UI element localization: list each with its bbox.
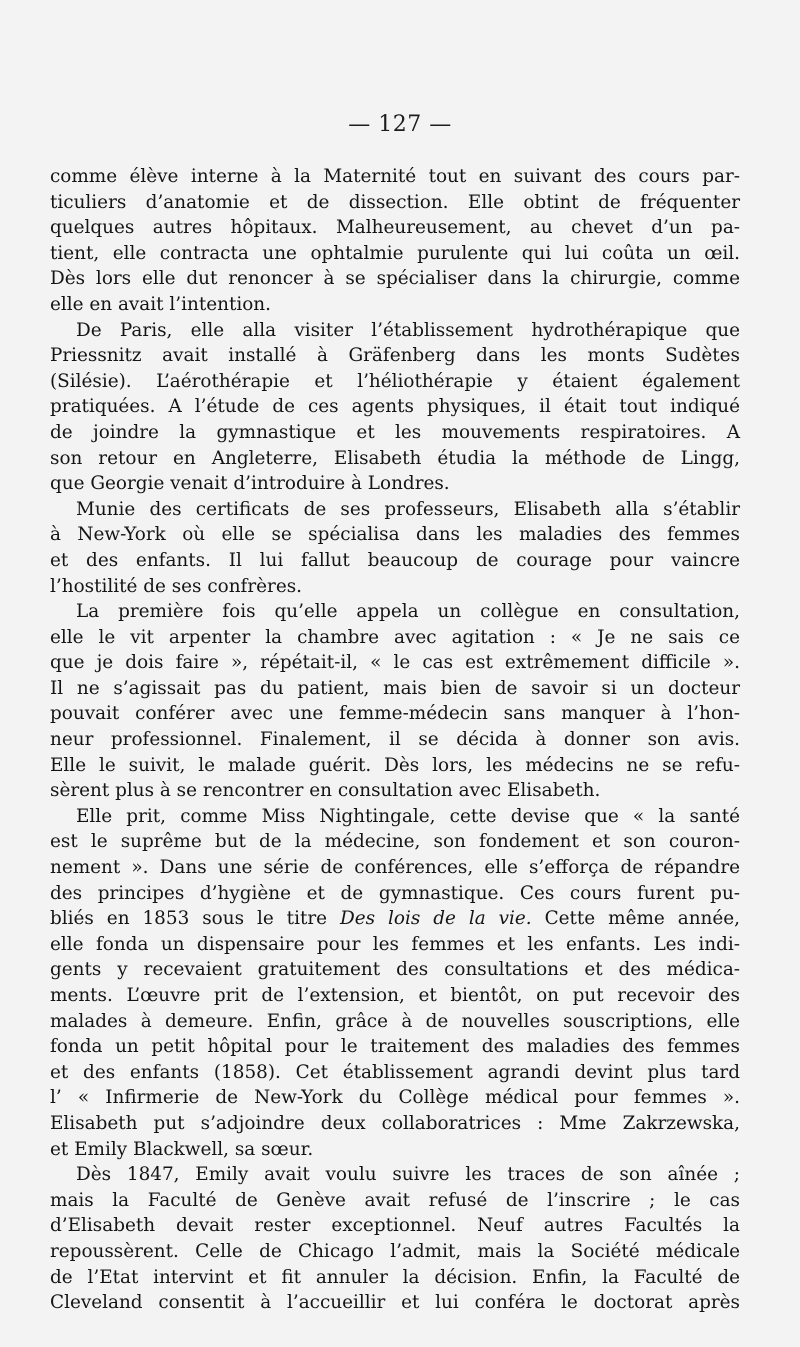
text-line: malades à demeure. Enfin, grâce à de nouvelles souscriptions, elle	[50, 1010, 740, 1032]
text-line: sèrent plus à se rencontrer en consultation avec Elisabeth.	[50, 780, 601, 802]
text-line: l’hostilité de ses confrères.	[50, 575, 303, 597]
paragraph	[50, 318, 740, 497]
text-line: elle fonda un dispensaire pour les femmes et les enfants. Les indi-	[50, 933, 740, 955]
text-line: Il ne s’agissait pas du patient, mais bien de savoir si un docteur	[50, 677, 740, 699]
text-line: que Georgie venait d’introduire à Londres.	[50, 473, 450, 495]
text-line: tient, elle contracta une ophtalmie purulente qui lui coûta un œil.	[50, 242, 740, 264]
text-line: est le suprême but de la médecine, son fondement et son couron-	[50, 831, 740, 853]
text-line: De Paris, elle alla visiter l’établissement hydrothérapique que	[76, 319, 740, 341]
page-number: — 127 —	[348, 112, 452, 137]
text-line: elle en avait l’intention.	[50, 293, 271, 315]
text-line: bliés en 1853 sous le titre Des lois de la vie. Cette même année,	[50, 908, 740, 930]
text-line: son retour en Angleterre, Elisabeth étudia la méthode de Lingg,	[50, 447, 740, 469]
paragraph	[50, 599, 740, 804]
text-line: ticuliers d’anatomie et de dissection. Elle obtint de fréquenter	[50, 191, 740, 213]
text-line: gents y recevaient gratuitement des consultations et des médica-	[50, 959, 740, 981]
text-line: Elle prit, comme Miss Nightingale, cette devise que « la santé	[76, 805, 740, 827]
text-line: (Silésie). L’aérothérapie et l’héliothérapie y étaient également	[50, 370, 740, 392]
text-line: d’Elisabeth devait rester exceptionnel. Neuf autres Facultés la	[50, 1215, 740, 1237]
text-line: nement ». Dans une série de conférences, elle s’efforça de répandre	[50, 857, 740, 879]
text-line: que je dois faire », répétait-il, « le cas est extrêmement difficile ».	[50, 652, 740, 674]
body-text	[50, 164, 740, 1316]
text-line: Dès lors elle dut renoncer à se spécialiser dans la chirurgie, comme	[50, 268, 740, 290]
text-line: Cleveland consentit à l’accueillir et lui conféra le doctorat après	[50, 1292, 740, 1314]
text-line: de l’Etat intervint et fit annuler la décision. Enfin, la Faculté de	[50, 1266, 740, 1288]
text-line: Priessnitz avait installé à Gräfenberg dans les monts Sudètes	[50, 345, 740, 367]
text-line: neur professionnel. Finalement, il se décida à donner son avis.	[50, 729, 740, 751]
text-line: La première fois qu’elle appela un collègue en consultation,	[76, 601, 740, 623]
text-line: l’ « Infirmerie de New-York du Collège médical pour femmes ».	[50, 1087, 740, 1109]
paragraph	[50, 164, 740, 318]
text-line: repoussèrent. Celle de Chicago l’admit, mais la Société médicale	[50, 1240, 740, 1262]
text-line: des principes d’hygiène et de gymnastique. Ces cours furent pu-	[50, 882, 740, 904]
text-line: mais la Faculté de Genève avait refusé de l’inscrire ; le cas	[50, 1189, 740, 1211]
text-line: comme élève interne à la Maternité tout en suivant des cours par-	[50, 166, 740, 187]
paragraph	[50, 497, 740, 599]
text-line: et des enfants. Il lui fallut beaucoup de courage pour vaincre	[50, 549, 740, 571]
text-line: à New-York où elle se spécialisa dans les maladies des femmes	[50, 524, 740, 546]
paragraph	[50, 1162, 740, 1316]
text-line: et Emily Blackwell, sa sœur.	[50, 1138, 314, 1160]
text-line: Elisabeth put s’adjoindre deux collaboratrices : Mme Zakrzewska,	[50, 1112, 740, 1134]
text-line: ments. L’œuvre prit de l’extension, et bientôt, on put recevoir des	[50, 985, 740, 1006]
text-line: pratiquées. A l’étude de ces agents physiques, il était tout indiqué	[50, 396, 740, 418]
text-line: pouvait conférer avec une femme-médecin sans manquer à l’hon-	[50, 703, 740, 725]
text-line: et des enfants (1858). Cet établissement agrandi devint plus tard	[50, 1061, 740, 1083]
text-line: elle le vit arpenter la chambre avec agitation : « Je ne sais ce	[50, 626, 740, 648]
text-line: quelques autres hôpitaux. Malheureusement, au chevet d’un pa-	[50, 217, 740, 239]
text-line: Elle le suivit, le malade guérit. Dès lors, les médecins ne se refu-	[50, 754, 740, 776]
book-title-italic: Des lois de la vie.	[339, 908, 532, 930]
paragraph	[50, 804, 740, 1162]
text-line: fonda un petit hôpital pour le traitement des maladies des femmes	[50, 1036, 740, 1058]
text-line: Dès 1847, Emily avait voulu suivre les traces de son aînée ;	[76, 1164, 740, 1186]
text-line: Munie des certificats de ses professeurs, Elisabeth alla s’établir	[76, 498, 740, 520]
text-line: de joindre la gymnastique et les mouvements respiratoires. A	[50, 421, 740, 443]
